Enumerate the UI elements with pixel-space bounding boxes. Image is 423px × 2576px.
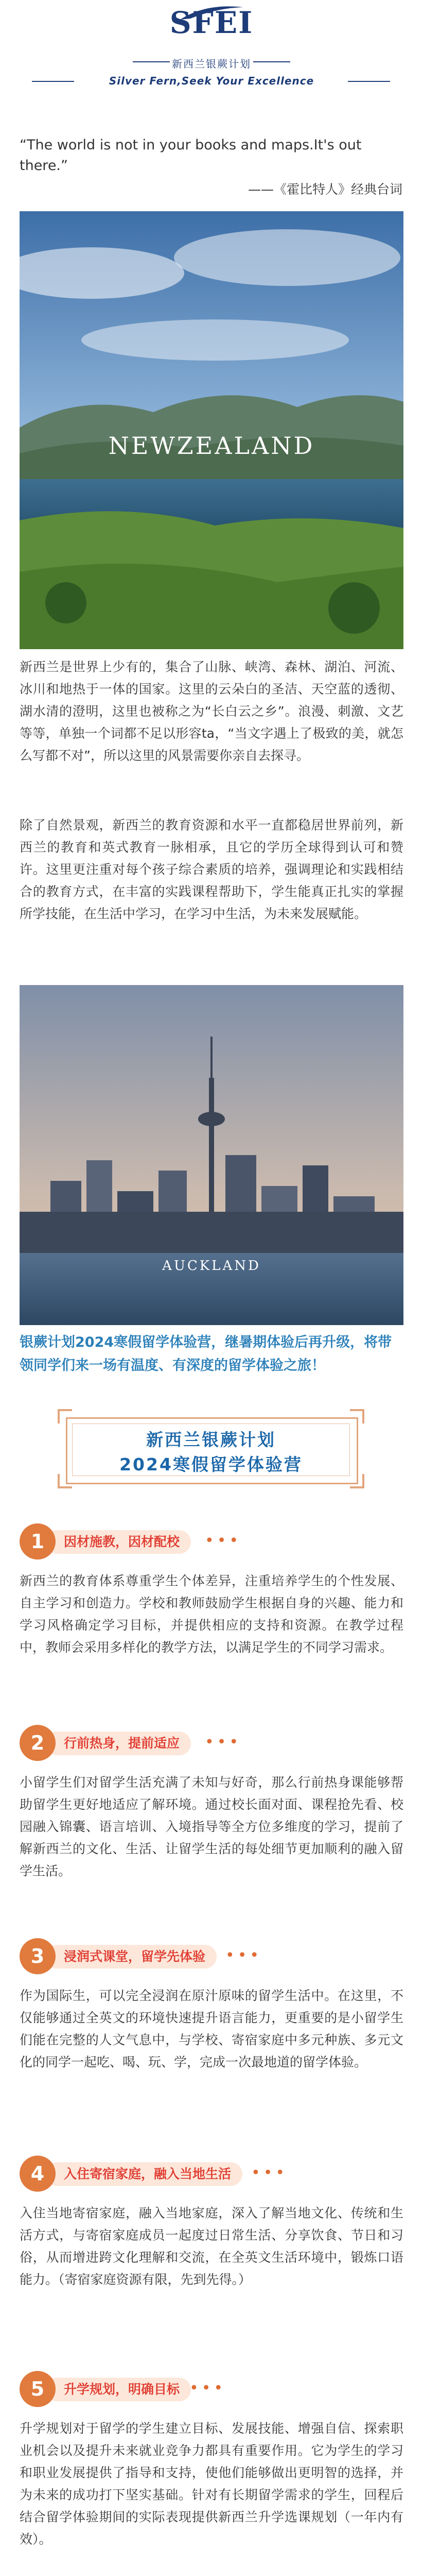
section-number: 5 [20,2371,56,2407]
section-number: 4 [20,2156,56,2192]
section-title: 行前热身，提前适应 [45,1732,191,1755]
section-number: 3 [20,1938,56,1974]
section-3 [20,1938,403,2073]
section-2 [20,1725,403,1882]
divider [348,81,390,82]
section-number: 1 [20,1523,56,1560]
header-subtitle: 新西兰银蕨计划 [172,58,251,70]
dots-icon: ••• [189,2379,226,2397]
education-paragraph: 除了自然景观，新西兰的教育资源和水平一直都稳居世界前列，新西兰的教育和英式教育一脉相承，且它的学历全球得到认可和赞许。这里更注重对每个孩子综合素质的培养，强调理论和实践相结合的教育方式，在丰富的实践课程帮助下，学生能真正扎实的掌握所学技能，在生活中学习，在学习中生活，为未来发展赋能。 [20,818,403,921]
highlight-text: 银蕨计划2024寒假留学体验营，继暑期体验后再升级，将带领同学们来一场有温度、有深度的留学体验之旅！ [20,1334,392,1374]
skyline-illustration [20,985,403,1325]
section-title: 升学规划，明确目标 [45,2378,191,2401]
header-slogan: Silver Fern,Seek Your Excellence [109,75,314,87]
banner-title-line1: 新西兰银蕨计划 [146,1430,276,1450]
dots-icon: ••• [205,1733,242,1751]
photo-title-auckland: AUCKLAND [162,1258,261,1274]
quote-text: “The world is not in your books and maps.It's out there.” [20,137,362,174]
section-title: 因材施教，因材配校 [45,1530,191,1554]
section-number: 2 [20,1725,56,1761]
section-header [20,1725,403,1766]
landscape-illustration [20,211,403,649]
brand-logo: SFEI [169,5,254,40]
auckland-skyline-photo [20,985,403,1325]
dots-icon: ••• [205,1532,242,1550]
section-header [20,1523,403,1565]
section-title: 浸润式课堂，留学先体验 [45,1945,217,1969]
section-header [20,2156,403,2197]
section-body: 新西兰的教育体系尊重学生个体差异，注重培养学生的个性发展、自主学习和创造力。学校和教师鼓励学生根据自身的兴趣、能力和学习风格确定学习目标，并提供相应的支持和资源。在教学过程中，教师会采用多样化的教学方法，以满足学生的不同学习需求。 [20,1573,403,1655]
header [0,0,423,108]
section-body: 小留学生们对留学生活充满了未知与好奇，那么行前热身课能够帮助留学生更好地适应了解环境。通过校长面对面、课程抢先看、校园融入锦囊、语言培训、入境指导等全方位多维度的学习，提前了解新西兰的文化、生活、让留学生活的每处细节更加顺利的融入留学生活。 [20,1775,403,1878]
photo-title-newzealand: NEWZEALAND [108,432,315,460]
intro-paragraph: 新西兰是世界上少有的，集合了山脉、峡湾、森林、湖泊、河流、冰川和地热于一体的国家。这里的云朵白的圣洁、天空蓝的透彻、湖水清的澄明，这里也被称之为“长白云之乡”。浪漫、刺激、文艺等等，单独一个词都不足以形容ta，“当文字遇上了极致的美，就怎么写都不对”，所以这里的风景需要你亲自去探寻。 [20,659,403,763]
section-1 [20,1523,403,1658]
section-title: 入住寄宿家庭，融入当地生活 [45,2162,242,2186]
dots-icon: ••• [225,1946,262,1964]
newzealand-landscape-photo [20,211,403,649]
banner-title-line2: 2024寒假留学体验营 [119,1454,303,1475]
section-header [20,1938,403,1979]
section-body: 升学规划对于留学的学生建立目标、发展技能、增强自信、探索职业机会以及提升未来就业竞争力都具有重要作用。它为学生的学习和职业发展提供了指导和支持，使他们能够做出更明智的选择，并为未来的成功打下坚实基础。针对有长期留学需求的学生，回程后结合留学体验期间的实际表现提供新西兰升学选课规划（一年内有效）。 [20,2421,403,2547]
camp-banner [57,1408,365,1489]
section-header [20,2371,403,2412]
dots-icon: ••• [251,2164,288,2182]
divider [253,61,290,62]
section-body: 作为国际生，可以完全浸润在原汁原味的留学生活中。在这里，不仅能够通过全英文的环境快速提升语言能力，更重要的是小留学生们能在完整的人文气息中，与学校、寄宿家庭中多元种族、多元文化的同学一起吃、喝、玩、学，完成一次最地道的留学体验。 [20,1988,403,2070]
section-4 [20,2156,403,2291]
quote-citation: ——《霍比特人》经典台词 [248,182,402,197]
section-5 [20,2371,403,2550]
section-body: 入住当地寄宿家庭，融入当地家庭，深入了解当地文化、传统和生活方式，与寄宿家庭成员一起度过日常生活、分享饮食、节日和习俗，从而增进跨文化理解和交流，在全英文生活环境中，锻炼口语能力。（寄宿家庭资源有限，先到先得。） [20,2206,403,2287]
